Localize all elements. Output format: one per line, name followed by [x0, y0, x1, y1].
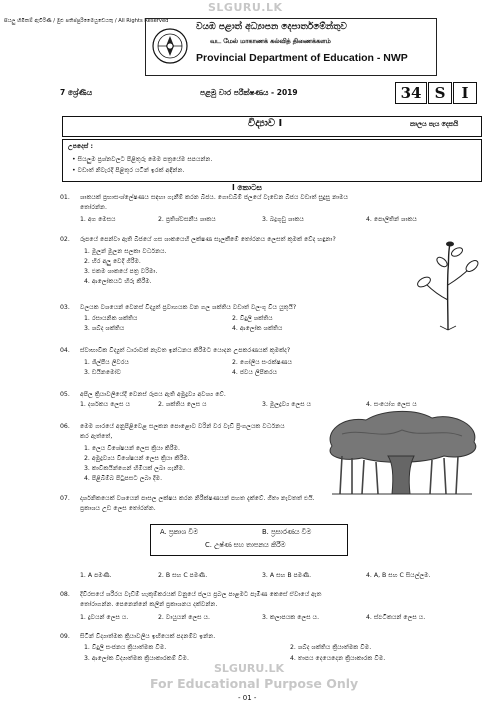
question-text-cont: කර ඇත්තේ,: [80, 433, 113, 440]
option[interactable]: 2. ශක්තිය ලෙස ය: [158, 401, 207, 408]
question-text: ස්වාභාවික විද්‍යුත් ධාරාවක් නැවත ඉන්ධනය කිරීමට යොදන උපකරණයක් කුමක්ද?: [80, 347, 291, 354]
copyright-notice: සියලු හිමිකම් ඇවිරිණි / මුළු පතිප්පුරිමෛයුඩෙයතු / All Rights Reserved: [4, 18, 169, 24]
option[interactable]: 3. එකම ශාකයේ පත්‍ර වරිමා.: [84, 268, 158, 275]
duration-label: කාලය පැය දෙකයි: [410, 121, 459, 128]
option[interactable]: 2. විදුලි ශක්තිය: [232, 315, 273, 322]
option[interactable]: 4. පිළිබිම්බ පිටුපසට ලබා දීම.: [84, 475, 163, 482]
option[interactable]: 3. ශබ්ද ශක්තිය: [84, 325, 125, 332]
option[interactable]: 4. ආලෝකයට හිරු කිරීම.: [84, 278, 152, 285]
exam-title: පළමු වාර පරීක්ෂණය - 2019: [200, 88, 298, 97]
statement-b: B. ප්‍රසාරණය වීම: [262, 528, 312, 536]
code-box-subject: 34: [395, 82, 427, 104]
code-box-medium: S: [428, 82, 452, 104]
question-number: 06.: [60, 423, 70, 430]
option[interactable]: 3. A සහ B පමණි.: [262, 572, 312, 579]
option[interactable]: 2. අමුද්‍රව්‍යය විශේෂයන් ලෙස ක්‍රියා කිරීම.: [84, 455, 190, 462]
option[interactable]: 3. ඩයිනමෝව: [84, 369, 122, 376]
instructions-title: උපදෙස් :: [68, 143, 93, 150]
question-number: 02.: [60, 236, 70, 243]
plant-figure: [412, 240, 482, 332]
nwp-crest-icon: [150, 24, 190, 68]
question-text-cont: තෝරාගන්න. පෙනෙන්නේ කලින් ප්‍රකාශනය දක්වන්න.: [80, 601, 218, 608]
question-text: රූපයේ පෙන්වා ඇති බීජයේ ගස ශාකයෙහි ලක්ෂණ සැලකීමේ තෝරනය ලෙසත් කුමක් වේද හඳුනා?: [80, 236, 336, 243]
option[interactable]: 2. වායුයන් ලෙස ය.: [158, 614, 211, 621]
option[interactable]: 4. ආලෝක ශක්තිය: [232, 325, 283, 332]
question-number: 04.: [60, 347, 70, 354]
option[interactable]: 1. ද්‍රවයන් ලෙස ය.: [80, 614, 129, 621]
statement-c: C. උෂ්ණ සහ තාපනය කිරීම: [205, 541, 286, 549]
question-text: සිටින් විද්‍යාත්මක ක්‍රියාවලිය ඉඟියෙක් පදනම්ව ඉන්න.: [80, 633, 216, 640]
banyan-tree-figure: [322, 410, 482, 496]
option[interactable]: 2. හිර අලු වෙදි ගිරීම.: [84, 258, 141, 265]
dept-english: Provincial Department of Education - NWP: [196, 52, 408, 64]
question-number: 08.: [60, 591, 70, 598]
option[interactable]: 2. ප්‍රතිශ්වසනීය ශාකය: [158, 216, 216, 223]
question-text: ශාකයක් ප්‍රභාසංශ්ලේෂණය සඳහා ගැනීම් කරන බීජය. ගොඩබිම් ජලයේ වැඩෙන බීජය වඩාත් සුදුසු නාමය: [80, 194, 349, 201]
dept-tamil: வட மேல் மாகாணக் கல்வித் திணைக்களம்: [210, 38, 331, 45]
code-box-paper: I: [453, 82, 477, 104]
question-number: 01.: [60, 194, 70, 201]
subject-title: විද්‍යාව I: [248, 118, 283, 129]
dept-sinhala: වයඹ පළාත් අධ්‍යාපන දෙපාර්තමේන්තුව: [196, 22, 347, 32]
option[interactable]: 4. පොලිතින් ශාකය: [366, 216, 417, 223]
option[interactable]: 4. සංයෝග ලෙස ය: [366, 401, 417, 408]
option[interactable]: 4. ජවය ලිපිකරය: [232, 369, 278, 376]
option[interactable]: 1. මූලන් මූලන සලකා වර්ධනය.: [84, 248, 167, 255]
option[interactable]: 3. ආලෝක විද්‍යාත්මක ක්‍රියාකාරකම් වීම.: [84, 655, 189, 662]
question-number: 07.: [60, 495, 70, 502]
option[interactable]: 1. ශිල්පීය ලිවරය: [84, 359, 129, 366]
instruction-item: • වඩාත් නිවැරදි පිළිතුර යටින් ඉරක් අඳින්න.: [72, 167, 185, 174]
option[interactable]: 1. විදුලි සංජනය ක්‍රියාත්මක වීම.: [84, 644, 167, 651]
part-heading: I කොටස: [232, 183, 262, 192]
option[interactable]: 1. දර්ශකය ලෙස ය: [80, 401, 131, 408]
question-text: වලයක වශයෙන් වෙනස් විද්‍යුත් ප්‍රවාහයක වන ගල ශක්තිය වඩාත් වලංගු විය යුතුයි?: [80, 304, 297, 311]
question-number: 09.: [60, 633, 70, 640]
question-text: දිවිරසයේ ශරීරය වැඩීම් හැකුම්කරයක් වනුයේ ජලය ප්‍රබල පාළමට පැමිණ කෙසේ ඒවායේ ඇත: [80, 591, 322, 598]
option[interactable]: 2. ගෝලීය සංරක්ෂණය: [232, 359, 293, 366]
watermark-top: SLGURU.LK: [208, 1, 283, 14]
option[interactable]: 1. රසායනික ශක්තිය: [84, 315, 138, 322]
option[interactable]: 1. ලෙය විශේෂයන් ලෙස ක්‍රියා කිරීම.: [84, 445, 180, 452]
question-text: අපිල ක්‍රියාවලියේදී වෙනස් රූපය ඇති අමුද්‍රව්‍ය අවශ්‍ය වේ.: [80, 391, 226, 398]
option[interactable]: 2. B සහ C පමණි.: [158, 572, 208, 579]
question-number: 03.: [60, 304, 70, 311]
instruction-item: • සියලුම ප්‍රශ්නවලට පිළිතුරු මෙම පත්‍රයේම සපයන්න.: [72, 156, 213, 163]
option[interactable]: 3. කාවිකයින්ගෙන් හිමියක් ලබා ගැනීම.: [84, 465, 186, 472]
option[interactable]: 3. බද්‍රගුඩු ශාකය: [262, 216, 304, 223]
question-text: දාර්ශනිකයෙක් වශයෙන් පාසල ලක්ෂය කරන නිරීක්ෂණයන් පහත දැක්වේ. ගීතා නැවතත් එයි.: [80, 495, 315, 502]
option[interactable]: 3. කලාපයක ලෙස ය.: [262, 614, 320, 621]
option[interactable]: 3. මූලද්‍රව්‍ය ලෙස ය: [262, 401, 312, 408]
watermark-bottom-notice: For Educational Purpose Only: [150, 676, 359, 691]
question-number: 05.: [60, 391, 70, 398]
statement-a: A. ප්‍රකාශ වීම: [160, 528, 199, 536]
question-text-cont: ප්‍රකාශය උඩ ලෙස තෝරන්න.: [80, 505, 156, 512]
option[interactable]: 4. තාපය දෙයෙදෙන ක්‍රියාකාරක වීම.: [290, 655, 386, 662]
option[interactable]: 4. A, B සහ C සියල්ලම.: [366, 572, 431, 579]
option[interactable]: 4. ස්ඵටිකයන් ලෙස ය.: [366, 614, 426, 621]
watermark-bottom-site: SLGURU.LK: [214, 662, 285, 675]
page-number: - 01 -: [238, 694, 257, 702]
option[interactable]: 1. A පමණි.: [80, 572, 112, 579]
grade-label: 7 ශ්‍රේණිය: [60, 88, 93, 97]
question-text: මෙම ගාරයේ අනුපිළිවෙළ සලකන පොළොව වරින් වර වැඩි ප්‍රිංගලයක වර්ධනය: [80, 423, 285, 430]
option[interactable]: 2. ශබ්ද ශක්තිය ක්‍රියාත්මක වීම.: [290, 644, 372, 651]
question-text-cont: තෝරන්න.: [80, 204, 108, 211]
option[interactable]: 1. අග මෙසය: [80, 216, 116, 223]
